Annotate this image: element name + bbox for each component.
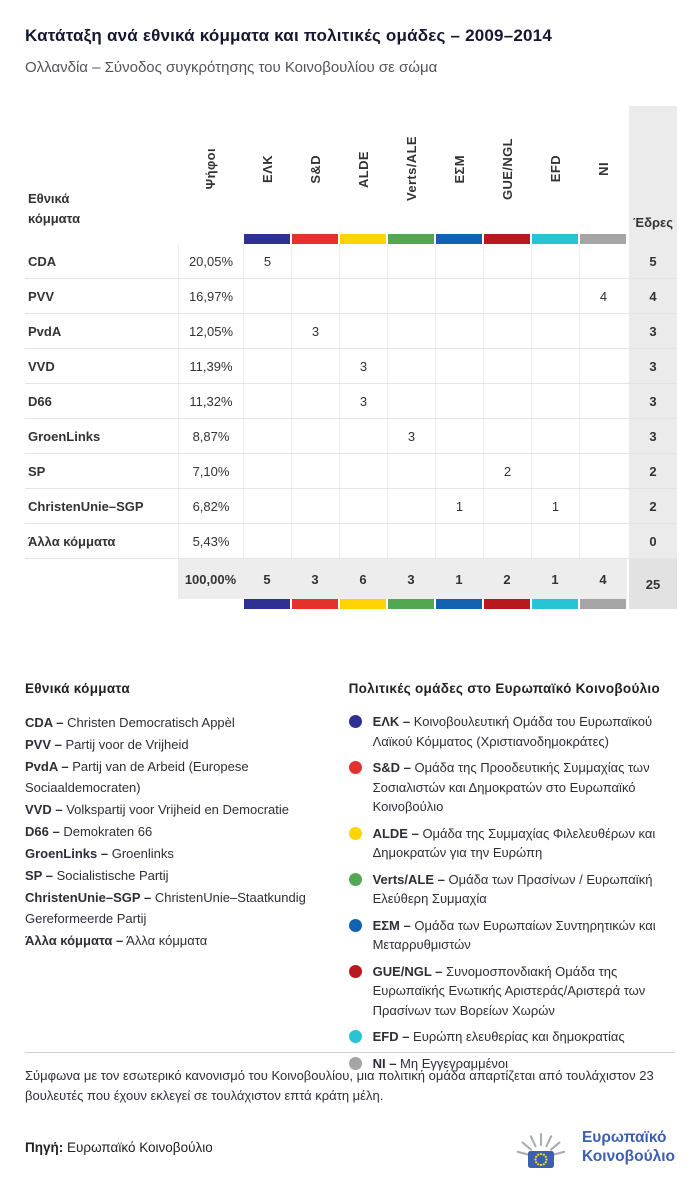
party-name-cell: D66 [28,393,52,409]
party-legend-abbr: Άλλα κόμματα – [25,933,124,948]
party-legend-name: Socialistische Partij [56,868,169,883]
group-seat-cell [435,314,483,348]
legends [25,681,675,1080]
party-legend-name: Volkspartij voor Vrijheid en Democratie [66,802,289,817]
group-seat-cell [435,349,483,383]
group-seat-cell [483,279,531,313]
group-legend-text [373,1027,625,1047]
group-legend-text [373,870,675,909]
group-seat-cell [531,454,579,488]
group-seat-cell: 5 [243,244,291,278]
group-legend-item [349,962,675,1021]
group-seat-cell: 3 [291,314,339,348]
group-seat-cell [579,384,627,418]
group-seat-cell [387,279,435,313]
party-legend-abbr: PvdA – [25,759,69,774]
group-seat-cell [435,524,483,558]
group-seat-cell: 1 [435,489,483,523]
group-legend-text [373,712,675,751]
legend-groups-list [349,712,675,1073]
group-color-bar [388,234,434,244]
table-row [25,454,677,489]
page-title: Κατάταξη ανά εθνικά κόμματα και πολιτικές ομάδες – 2009–2014 [25,26,552,45]
party-legend-name: Demokraten 66 [63,824,153,839]
votes-cell: 12,05% [178,314,243,348]
seats-cell: 2 [629,454,677,488]
group-color-bar [292,234,338,244]
seats-cell: 3 [629,419,677,453]
group-seat-cell [339,279,387,313]
group-seat-cell [243,279,291,313]
group-seat-cell [483,314,531,348]
group-seat-cell [483,349,531,383]
table-row [25,524,677,559]
group-legend-name: Μη Εγγεγραμμένοι [400,1055,508,1071]
total-empty-cell [25,559,178,609]
footer [25,1052,675,1170]
group-seat-cell [579,314,627,348]
party-legend-item [25,734,318,755]
party-legend-name: Άλλα κόμματα [126,933,208,948]
group-seat-cell [243,314,291,348]
group-seat-cell [387,314,435,348]
group-seat-cell: 3 [339,384,387,418]
legend-national-parties [25,681,336,1080]
group-color-dot [349,715,362,728]
seats-cell: 0 [629,524,677,558]
table-header [25,106,677,244]
total-group-cell [291,559,339,609]
party-legend-item [25,799,318,820]
group-seat-cell: 4 [579,279,627,313]
table-row [25,244,677,279]
group-seat-cell [291,349,339,383]
source-row [25,1124,675,1170]
group-seat-cell [579,419,627,453]
group-legend-abbr: GUE/NGL – [372,963,443,979]
party-name-cell: SP [28,463,46,479]
total-group-cell [387,559,435,609]
group-color-bar [580,599,626,609]
group-seat-cell [435,419,483,453]
ep-logo-line1: Ευρωπαϊκό [581,1129,667,1146]
party-legend-item [25,821,318,842]
group-header-label: NI [595,162,611,176]
group-seat-cell [579,244,627,278]
group-seat-cell [243,524,291,558]
total-group-value: 3 [387,559,435,599]
ep-logo-wordmark [582,1128,675,1166]
source-text [25,1140,213,1155]
group-seat-cell [291,489,339,523]
total-group-cell [243,559,291,609]
group-seat-cell: 1 [531,489,579,523]
votes-cell: 20,05% [178,244,243,278]
group-column-header [339,106,387,244]
group-seat-cell [531,279,579,313]
group-seat-cell: 2 [483,454,531,488]
group-seat-cell [291,454,339,488]
group-seat-cell [579,524,627,558]
total-group-value: 4 [579,559,627,599]
group-seat-cell [579,349,627,383]
group-legend-name: Ευρώπη ελευθερίας και δημοκρατίας [413,1029,625,1044]
group-legend-name: Ομάδα των Ευρωπαίων Συντηρητικών και Μεταρρυθμιστών [372,917,656,952]
party-legend-name: Christen Democratisch Appèl [67,715,235,730]
group-seat-cell [339,454,387,488]
party-legend-abbr: GroenLinks – [25,846,109,861]
group-seat-cell [243,454,291,488]
group-seat-cell [339,489,387,523]
seats-cell: 3 [629,314,677,348]
group-color-dot [349,873,362,886]
group-seat-cell [291,524,339,558]
group-seat-cell [531,314,579,348]
group-color-bar [244,234,290,244]
group-legend-abbr: Verts/ALE – [372,871,445,887]
party-legend-item [25,712,318,733]
group-legend-abbr: ΕΛΚ – [372,714,411,729]
group-seat-cell [483,244,531,278]
source-label: Πηγή: [25,1139,64,1155]
votes-cell: 8,87% [178,419,243,453]
total-group-cell [339,559,387,609]
group-seat-cell [243,349,291,383]
group-color-bar [532,234,578,244]
group-seat-cell [531,349,579,383]
party-legend-abbr: D66 – [25,824,60,839]
seats-header-label: Έδρες [633,215,673,230]
table-row [25,279,677,314]
group-legend-abbr: EFD – [372,1029,410,1044]
party-legend-item [25,756,318,798]
total-group-cell [531,559,579,609]
group-header-label: ALDE [355,150,371,188]
votes-cell: 5,43% [178,524,243,558]
group-headers [243,106,627,244]
party-name-cell: CDA [28,253,57,269]
group-header-label: Verts/ALE [403,136,419,202]
corner-header-cell [25,106,178,244]
total-group-cell [435,559,483,609]
group-seat-cell [435,454,483,488]
total-seats-cell: 25 [629,559,677,609]
group-seat-cell: 3 [339,349,387,383]
table-row [25,419,677,454]
group-legend-text [373,824,675,863]
source-value: Ευρωπαϊκό Κοινοβούλιο [67,1139,213,1155]
seats-cell: 2 [629,489,677,523]
group-column-header [531,106,579,244]
group-seat-cell [435,244,483,278]
group-color-bar [532,599,578,609]
party-legend-abbr: SP – [25,868,53,883]
group-seat-cell [531,419,579,453]
group-seat-cell [531,244,579,278]
group-color-bar [340,234,386,244]
group-color-bar [436,599,482,609]
total-votes-cell [178,559,243,609]
legend-political-groups [349,681,675,1080]
group-header-label: GUE/NGL [499,137,515,201]
group-seat-cell [291,279,339,313]
group-color-bar [580,234,626,244]
party-legend-item [25,843,318,864]
group-color-dot [349,761,362,774]
votes-cell: 11,32% [178,384,243,418]
table-row [25,349,677,384]
group-seat-cell [339,244,387,278]
party-legend-name: Groenlinks [111,846,174,861]
total-group-cell [483,559,531,609]
total-group-value: 1 [531,559,579,599]
group-seat-cell [435,384,483,418]
group-legend-item [349,1027,675,1047]
group-seat-cell [387,524,435,558]
table-row [25,314,677,349]
group-seat-cell [483,489,531,523]
party-name-cell: VVD [28,358,55,374]
group-legend-name: Συνομοσπονδιακή Ομάδα της Ευρωπαϊκής Ενωτικής Αριστεράς/Αριστερά των Πρασίνων των Βορείων Χωρών [372,963,646,1018]
group-legend-abbr: NI – [372,1055,397,1071]
group-column-header [387,106,435,244]
group-column-header [483,106,531,244]
party-legend-item [25,887,318,929]
total-group-value: 6 [339,559,387,599]
group-legend-name: Ομάδα της Προοδευτικής Συμμαχίας των Σοσιαλιστών και Δημοκρατών στο Ευρωπαϊκό Κοινοβούλιο [372,760,650,814]
seats-cell: 3 [629,349,677,383]
group-color-dot [349,919,362,932]
votes-cell: 6,82% [178,489,243,523]
group-seat-cell [387,349,435,383]
votes-cell: 16,97% [178,279,243,313]
corner-header-label: Εθνικά κόμματα [28,191,81,226]
group-seat-cell [483,524,531,558]
total-group-value: 3 [291,559,339,599]
group-column-header [435,106,483,244]
party-legend-item [25,865,318,886]
total-group-value: 1 [435,559,483,599]
divider-line [25,1052,675,1053]
group-legend-item [349,712,675,751]
party-name-cell: Άλλα κόμματα [28,533,116,549]
legend-groups-heading: Πολιτικές ομάδες στο Ευρωπαϊκό Κοινοβούλιο [348,681,661,696]
ep-logo [509,1124,675,1170]
group-seat-cell [531,524,579,558]
votes-cell: 11,39% [178,349,243,383]
legend-parties-list [25,712,318,951]
group-color-bar [292,599,338,609]
group-seat-cell [243,489,291,523]
group-seat-cell [435,279,483,313]
group-legend-item [349,870,675,909]
total-group-value: 2 [483,559,531,599]
group-column-header [579,106,627,244]
group-seat-cell [531,384,579,418]
group-legend-text [373,758,675,817]
group-legend-item [349,758,675,817]
group-seat-cell [339,419,387,453]
group-color-bar [436,234,482,244]
group-legend-name: Κοινοβουλευτική Ομάδα του Ευρωπαϊκού Λαϊκού Κόμματος (Χριστιανοδημοκράτες) [372,714,653,749]
votes-column-header [178,106,243,244]
group-legend-item [349,916,675,955]
party-legend-abbr: VVD – [25,802,63,817]
party-legend-abbr: CDA – [25,715,64,730]
group-legend-abbr: S&D – [372,760,411,775]
ep-hemicycle-icon [509,1124,573,1170]
group-seat-cell [243,384,291,418]
party-name-cell: PvdA [28,323,62,339]
total-group-cell [579,559,627,609]
group-seat-cell [339,524,387,558]
table-body [25,244,677,559]
group-seat-cell [387,454,435,488]
footnote-text: Σύμφωνα με τον εσωτερικό κανονισμό του Κοινοβουλίου, μια πολιτική ομάδα απαρτίζεται από τουλάχιστον 23 βουλευτές που έχουν εκλεγεί σε τουλάχιστον επτά κράτη μέλη. [25,1068,654,1103]
party-legend-name: Partij van de Arbeid (Europese Sociaaldemocraten) [25,759,249,795]
group-header-label: S&D [307,154,323,184]
seats-cell: 5 [629,244,677,278]
group-color-bar [340,599,386,609]
group-color-bar [388,599,434,609]
group-legend-name: Ομάδα των Πρασίνων / Ευρωπαϊκή Ελεύθερη Συμμαχία [372,871,653,906]
table-row [25,384,677,419]
votes-cell: 7,10% [178,454,243,488]
group-column-header [291,106,339,244]
group-color-dot [349,965,362,978]
group-legend-abbr: ALDE – [372,825,419,841]
party-name-cell: PVV [28,288,55,304]
group-seat-cell [291,384,339,418]
group-color-dot [349,827,362,840]
results-table [25,106,677,609]
group-seat-cell [387,244,435,278]
group-seat-cell [291,419,339,453]
seats-cell: 3 [629,384,677,418]
group-color-dot [349,1030,362,1043]
party-name-cell: ChristenUnie–SGP [28,498,144,514]
group-legend-item [349,824,675,863]
group-header-label: EFD [547,155,563,183]
group-seat-cell [579,454,627,488]
group-color-bar [484,599,530,609]
group-column-header [243,106,291,244]
table-row [25,489,677,524]
group-color-bar [484,234,530,244]
group-seat-cell [387,384,435,418]
group-color-bar [244,599,290,609]
party-legend-name: Partij voor de Vrijheid [65,737,189,752]
group-header-label: ΕΣΜ [451,154,467,184]
group-seat-cell [339,314,387,348]
group-seat-cell [291,244,339,278]
page-subtitle: Ολλανδία – Σύνοδος συγκρότησης του Κοινοβουλίου σε σώμα [25,59,438,76]
party-legend-item [25,930,318,951]
table-total-row [25,559,677,609]
group-seat-cell [243,419,291,453]
group-header-label: ΕΛΚ [259,155,275,183]
party-legend-abbr: PVV – [25,737,62,752]
group-seat-cell [483,384,531,418]
party-name-cell: GroenLinks [28,428,101,444]
group-seat-cell [387,489,435,523]
party-legend-name: ChristenUnie–Staatkundig Gereformeerde Partij [25,890,306,926]
ep-logo-line2: Κοινοβούλιο [581,1148,675,1165]
group-legend-abbr: ΕΣΜ – [372,917,411,933]
group-legend-text [373,916,675,955]
party-legend-abbr: ChristenUnie–SGP – [25,890,152,905]
group-legend-name: Ομάδα της Συμμαχίας Φιλελευθέρων και Δημοκρατών για την Ευρώπη [372,825,656,860]
seats-column-header [629,106,677,244]
group-seat-cell [483,419,531,453]
votes-header-label: Ψήφοι [203,148,218,190]
legend-parties-heading: Εθνικά κόμματα [25,681,130,696]
total-votes-value: 100,00% [178,559,243,599]
total-group-value: 5 [243,559,291,599]
group-seat-cell: 3 [387,419,435,453]
group-legend-text [373,962,675,1021]
seats-cell: 4 [629,279,677,313]
group-seat-cell [579,489,627,523]
